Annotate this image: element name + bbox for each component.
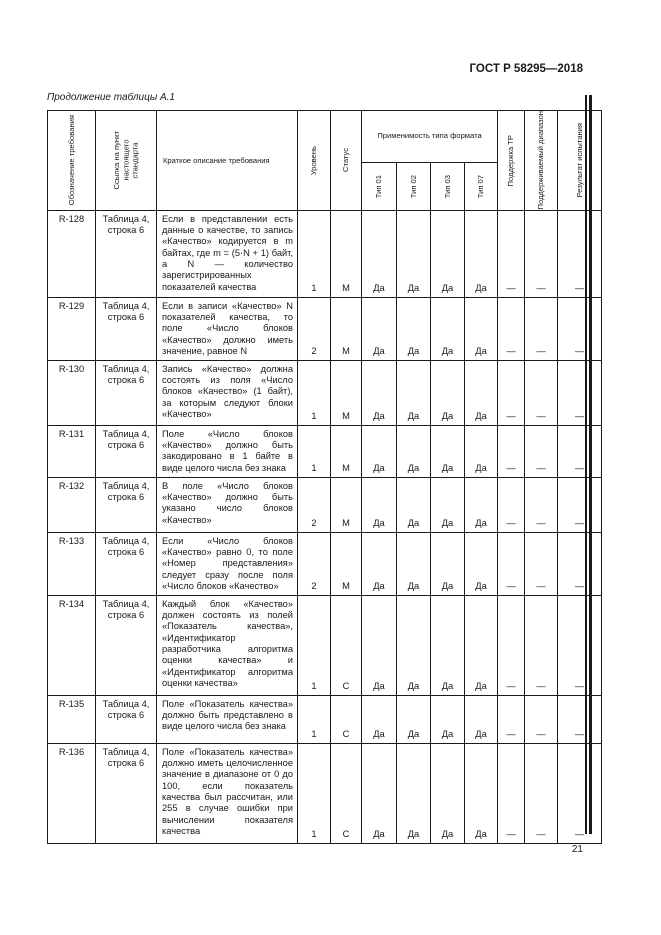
tr-support-value: —	[498, 532, 525, 595]
type03-value: Да	[431, 297, 465, 360]
type01-value: Да	[362, 360, 397, 425]
supported-range-value: —	[525, 297, 558, 360]
level-value: 2	[298, 532, 331, 595]
test-result-value: —	[558, 743, 602, 843]
test-result-value: —	[558, 595, 602, 695]
supported-range-value: —	[525, 425, 558, 477]
requirement-description: Поле «Показатель качества» должно иметь целочисленное значение в диапазоне от 0 до 100, если показатель качества был рассчитан, или 255 в случае ошибки при вычислении показателя качества	[157, 743, 298, 843]
status-value: С	[331, 595, 362, 695]
header-type07: Тип 07	[465, 162, 498, 210]
type07-value: Да	[465, 695, 498, 743]
status-value: М	[331, 360, 362, 425]
status-value: С	[331, 695, 362, 743]
supported-range-value: —	[525, 360, 558, 425]
table-row	[48, 595, 602, 695]
requirement-description: Если в представлении есть данные о качестве, то запись «Качество» кодируется в m байтах, где m = (5·N + 1) байт, а N — количество зарегистрированных показателей качества	[157, 210, 298, 297]
type03-value: Да	[431, 210, 465, 297]
level-value: 1	[298, 695, 331, 743]
level-value: 2	[298, 297, 331, 360]
type03-value: Да	[431, 477, 465, 532]
status-value: М	[331, 477, 362, 532]
supported-range-value: —	[525, 695, 558, 743]
requirement-description: Запись «Качество» должна состоять из поля «Число блоков «Качество» (1 байт), за которым следуют блоки «Качество»	[157, 360, 298, 425]
tr-support-value: —	[498, 210, 525, 297]
continuation-label: Продолжение таблицы А.1	[47, 92, 175, 103]
supported-range-value: —	[525, 210, 558, 297]
level-value: 1	[298, 210, 331, 297]
requirement-description: Если в записи «Качество» N показателей качества, то поле «Число блоков «Качество» должно иметь значение, равное N	[157, 297, 298, 360]
type01-value: Да	[362, 425, 397, 477]
document-code: ГОСТ Р 58295—2018	[469, 63, 583, 75]
table-row	[48, 743, 602, 843]
requirement-description: Каждый блок «Качество» должен состоять из полей «Показатель качества», «Идентификатор разработчика алгоритма оценки качества» и «Идентификатор алгоритма оценки качества»	[157, 595, 298, 695]
requirement-id: R-129	[48, 297, 96, 360]
requirement-ref: Таблица 4, строка 6	[96, 695, 157, 743]
type07-value: Да	[465, 477, 498, 532]
type07-value: Да	[465, 360, 498, 425]
table-row	[48, 532, 602, 595]
requirement-id: R-134	[48, 595, 96, 695]
tr-support-value: —	[498, 595, 525, 695]
requirement-id: R-130	[48, 360, 96, 425]
requirement-description: Если «Число блоков «Качество» равно 0, то поле «Номер представления» следует сразу после поля «Число блоков «Качество»	[157, 532, 298, 595]
level-value: 2	[298, 477, 331, 532]
table-row	[48, 210, 602, 297]
test-result-value: —	[558, 210, 602, 297]
requirement-ref: Таблица 4, строка 6	[96, 595, 157, 695]
header-applicability: Применимость типа формата	[362, 111, 498, 163]
table-row	[48, 477, 602, 532]
requirements-table	[47, 110, 602, 844]
type02-value: Да	[397, 695, 431, 743]
type01-value: Да	[362, 297, 397, 360]
tr-support-value: —	[498, 743, 525, 843]
type07-value: Да	[465, 297, 498, 360]
type01-value: Да	[362, 477, 397, 532]
type02-value: Да	[397, 477, 431, 532]
status-value: М	[331, 425, 362, 477]
type02-value: Да	[397, 210, 431, 297]
header-description: Краткое описание требования	[157, 111, 298, 211]
test-result-value: —	[558, 477, 602, 532]
requirement-ref: Таблица 4, строка 6	[96, 743, 157, 843]
header-reference: Ссылка на пункт настоящего стандарта	[96, 111, 157, 211]
status-value: М	[331, 532, 362, 595]
table-row	[48, 297, 602, 360]
type01-value: Да	[362, 743, 397, 843]
test-result-value: —	[558, 425, 602, 477]
type02-value: Да	[397, 595, 431, 695]
tr-support-value: —	[498, 695, 525, 743]
table-row	[48, 360, 602, 425]
requirement-description: В поле «Число блоков «Качество» должно быть указано число блоков «Качество»	[157, 477, 298, 532]
type01-value: Да	[362, 595, 397, 695]
type03-value: Да	[431, 425, 465, 477]
type07-value: Да	[465, 743, 498, 843]
requirement-ref: Таблица 4, строка 6	[96, 425, 157, 477]
requirement-id: R-132	[48, 477, 96, 532]
requirement-ref: Таблица 4, строка 6	[96, 532, 157, 595]
type02-value: Да	[397, 425, 431, 477]
type03-value: Да	[431, 532, 465, 595]
requirement-ref: Таблица 4, строка 6	[96, 477, 157, 532]
type02-value: Да	[397, 743, 431, 843]
status-value: М	[331, 297, 362, 360]
requirement-ref: Таблица 4, строка 6	[96, 297, 157, 360]
tr-support-value: —	[498, 297, 525, 360]
requirement-id: R-133	[48, 532, 96, 595]
supported-range-value: —	[525, 532, 558, 595]
type02-value: Да	[397, 360, 431, 425]
table-row	[48, 425, 602, 477]
header-test-result: Результат испытания	[558, 111, 602, 211]
level-value: 1	[298, 425, 331, 477]
supported-range-value: —	[525, 743, 558, 843]
status-value: С	[331, 743, 362, 843]
level-value: 1	[298, 360, 331, 425]
test-result-value: —	[558, 360, 602, 425]
type07-value: Да	[465, 532, 498, 595]
requirement-id: R-128	[48, 210, 96, 297]
test-result-value: —	[558, 532, 602, 595]
requirement-description: Поле «Число блоков «Качество» должно быть закодировано в 1 байте в виде целого числа без знака	[157, 425, 298, 477]
requirement-id: R-135	[48, 695, 96, 743]
type03-value: Да	[431, 360, 465, 425]
type01-value: Да	[362, 695, 397, 743]
table-row	[48, 695, 602, 743]
requirement-ref: Таблица 4, строка 6	[96, 210, 157, 297]
supported-range-value: —	[525, 477, 558, 532]
type03-value: Да	[431, 695, 465, 743]
tr-support-value: —	[498, 425, 525, 477]
tr-support-value: —	[498, 477, 525, 532]
type07-value: Да	[465, 210, 498, 297]
page-number: 21	[571, 844, 583, 855]
requirement-id: R-131	[48, 425, 96, 477]
type02-value: Да	[397, 297, 431, 360]
requirement-id: R-136	[48, 743, 96, 843]
header-level: Уровень	[298, 111, 331, 211]
test-result-value: —	[558, 695, 602, 743]
type03-value: Да	[431, 595, 465, 695]
header-type01: Тип 01	[362, 162, 397, 210]
type01-value: Да	[362, 532, 397, 595]
type03-value: Да	[431, 743, 465, 843]
header-status: Статус	[331, 111, 362, 211]
type02-value: Да	[397, 532, 431, 595]
level-value: 1	[298, 595, 331, 695]
test-result-value: —	[558, 297, 602, 360]
header-type02: Тип 02	[397, 162, 431, 210]
requirement-ref: Таблица 4, строка 6	[96, 360, 157, 425]
level-value: 1	[298, 743, 331, 843]
header-supported-range: Поддерживаемый диапазон	[525, 111, 558, 211]
header-type03: Тип 03	[431, 162, 465, 210]
header-designation: Обозначение требования	[48, 111, 96, 211]
tr-support-value: —	[498, 360, 525, 425]
supported-range-value: —	[525, 595, 558, 695]
requirement-description: Поле «Показатель качества» должно быть представлено в виде целого числа без знака	[157, 695, 298, 743]
type01-value: Да	[362, 210, 397, 297]
type07-value: Да	[465, 595, 498, 695]
header-tr-support: Поддержка ТР	[498, 111, 525, 211]
type07-value: Да	[465, 425, 498, 477]
status-value: М	[331, 210, 362, 297]
